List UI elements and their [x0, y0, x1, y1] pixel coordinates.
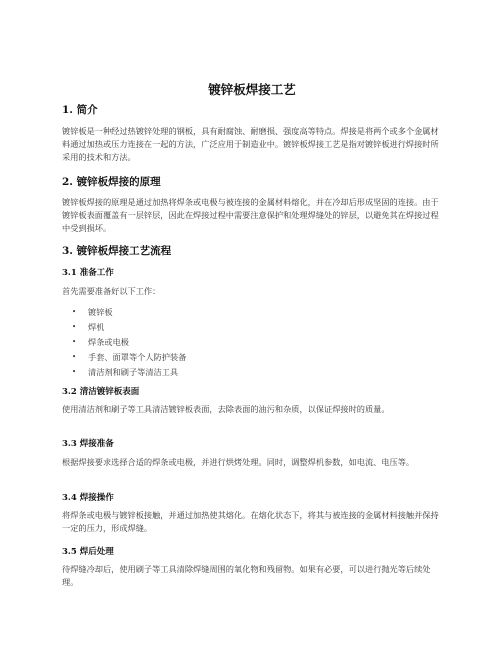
- subsection-heading-welding-operation: 3.4 焊接操作: [62, 493, 114, 503]
- list-item: • 焊条或电极: [62, 335, 186, 350]
- section-heading-principle: 2. 镀锌板焊接的原理: [62, 176, 161, 188]
- document-title: 镀锌板焊接工艺: [208, 82, 296, 97]
- section-paragraph-intro: 镀锌板是一种经过热镀锌处理的钢板，具有耐腐蚀、耐磨损、强度高等特点。焊接是将两个或多个金属材料通过加热或压力连接在一起的方法，广泛应用于制造业中。镀锌板焊接工艺是指对镀锌板进行焊接时所采用的技术和方法。: [62, 126, 439, 162]
- subsection-paragraph-welding-operation: 将焊条或电极与镀锌板接触，并通过加热使其熔化。在熔化状态下，将其与被连接的金属材料接触并保持一定的压力，形成焊缝。: [62, 510, 439, 533]
- subsection-paragraph-preparation: 首先需要准备好以下工作：: [62, 286, 161, 296]
- subsection-paragraph-post-weld: 待焊缝冷却后，使用刷子等工具清除焊缝周围的氧化物和残留物。如果有必要，可以进行抛光等后续处理。: [62, 564, 431, 587]
- subsection-paragraph-cleaning: 使用清洁剂和刷子等工具清洁镀锌板表面，去除表面的油污和杂质，以保证焊接时的质量。: [62, 404, 390, 414]
- list-item: • 镀锌板: [62, 305, 186, 320]
- bullet-glyph: •: [72, 338, 77, 346]
- bullet-glyph: •: [72, 308, 77, 316]
- section-heading-process: 3. 镀锌板焊接工艺流程: [62, 245, 172, 257]
- subsection-heading-cleaning: 3.2 清洁镀锌板表面: [62, 387, 140, 397]
- list-item: • 手套、面罩等个人防护装备: [62, 350, 186, 365]
- bullet-glyph: •: [72, 353, 77, 361]
- bullet-glyph: •: [72, 323, 77, 331]
- subsection-heading-welding-prep: 3.3 焊接准备: [62, 439, 114, 449]
- section-heading-intro: 1. 简介: [62, 104, 98, 116]
- subsection-heading-post-weld: 3.5 焊后处理: [62, 547, 114, 557]
- list-item: • 焊机: [62, 320, 186, 335]
- preparation-list: [62, 305, 186, 380]
- list-item: • 清洁剂和刷子等清洁工具: [62, 365, 186, 380]
- bullet-glyph: •: [72, 368, 77, 376]
- subsection-heading-preparation: 3.1 准备工作: [62, 268, 114, 278]
- subsection-paragraph-welding-prep: 根据焊接要求选择合适的焊条或电极，并进行烘烤处理。同时，调整焊机参数，如电流、电压等。: [62, 457, 415, 467]
- section-paragraph-principle: 镀锌板焊接的原理是通过加热将焊条或电极与被连接的金属材料熔化，并在冷却后形成坚固的连接。由于镀锌板表面覆盖有一层锌层，因此在焊接过程中需要注意保护和处理焊缝处的锌层，以避免其在焊接过程中受到损坏。: [62, 197, 439, 233]
